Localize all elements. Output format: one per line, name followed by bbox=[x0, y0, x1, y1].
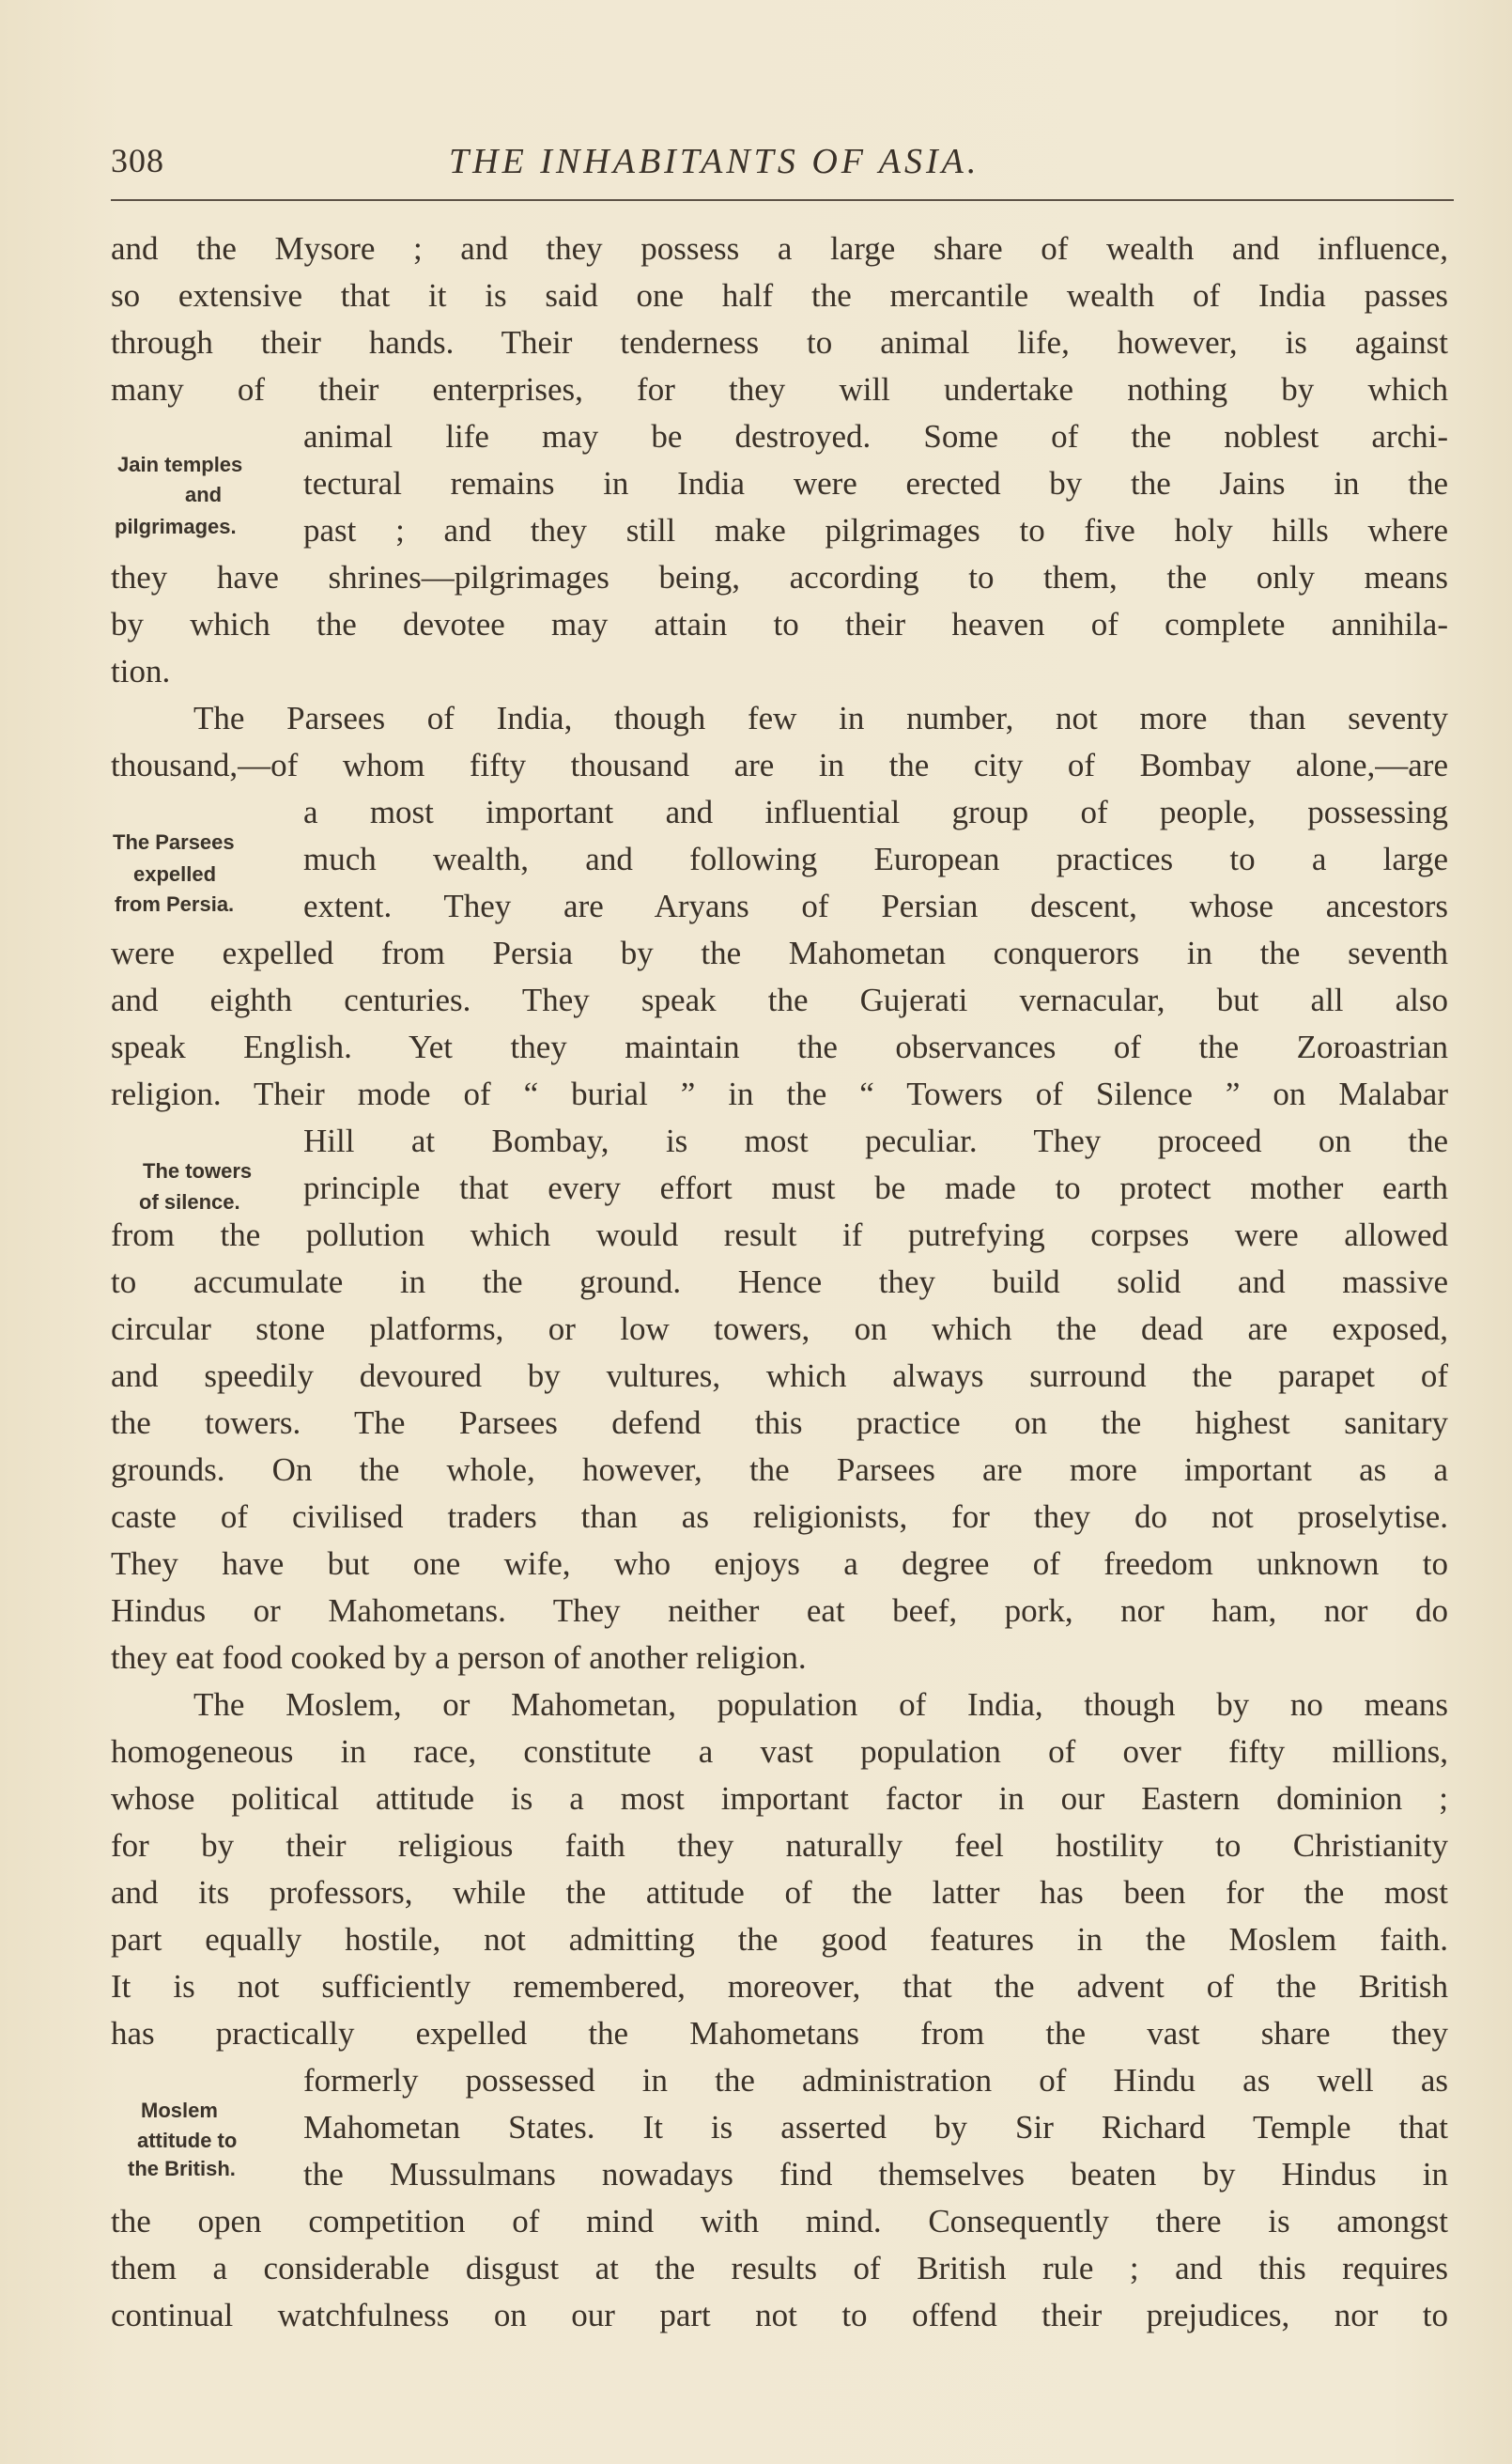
text-line: they have shrines—pilgrimages being, according to them, the only means bbox=[111, 559, 1448, 596]
text-line: by which the devotee may attain to their heaven of complete annihila- bbox=[111, 606, 1448, 643]
sidenote-parsees-expelled: The Parsees bbox=[113, 830, 235, 854]
text-line: the open competition of mind with mind. Consequently there is amongst bbox=[111, 2203, 1448, 2239]
text-line: animal life may be destroyed. Some of the noblest archi- bbox=[303, 418, 1448, 455]
page-number: 308 bbox=[111, 142, 164, 179]
text-line: were expelled from Persia by the Mahometan conquerors in the seventh bbox=[111, 935, 1448, 971]
text-line: formerly possessed in the administration of Hindu as well as bbox=[303, 2062, 1448, 2099]
text-line: religion. Their mode of “ burial ” in the “ Towers of Silence ” on Malabar bbox=[111, 1076, 1448, 1112]
text-line: them a considerable disgust at the results of British rule ; and this requires bbox=[111, 2250, 1448, 2286]
text-line: a most important and influential group of people, possessing bbox=[303, 794, 1448, 830]
sidenote-towers-of-silence: The towers bbox=[143, 1159, 253, 1183]
text-line: Hill at Bombay, is most peculiar. They proceed on the bbox=[303, 1123, 1448, 1159]
sidenote-parsees-expelled: expelled bbox=[133, 862, 217, 886]
text-line: The Moslem, or Mahometan, population of India, though by no means bbox=[193, 1686, 1448, 1723]
sidenote-jain-temples: and bbox=[185, 483, 223, 506]
text-line: homogeneous in race, constitute a vast population of over fifty millions, bbox=[111, 1733, 1448, 1770]
sidenote-towers-of-silence: of silence. bbox=[139, 1190, 240, 1214]
text-line: many of their enterprises, for they will undertake nothing by which bbox=[111, 371, 1448, 408]
sidenote-jain-temples: Jain temples bbox=[117, 453, 243, 476]
text-line: the towers. The Parsees defend this practice on the highest sanitary bbox=[111, 1404, 1448, 1441]
sidenote-moslem-attitude: Moslem bbox=[141, 2099, 218, 2122]
text-line: much wealth, and following European practices to a large bbox=[303, 841, 1448, 877]
text-line: thousand,—of whom fifty thousand are in the city of Bombay alone,—are bbox=[111, 747, 1448, 783]
sidenote-parsees-expelled: from Persia. bbox=[115, 892, 235, 916]
text-line: from the pollution which would result if putrefying corpses were allowed bbox=[111, 1217, 1448, 1253]
text-line: Hindus or Mahometans. They neither eat beef, pork, nor ham, nor do bbox=[111, 1592, 1448, 1629]
text-line: and its professors, while the attitude of the latter has been for the most bbox=[111, 1874, 1448, 1911]
text-line: speak English. Yet they maintain the observances of the Zoroastrian bbox=[111, 1029, 1448, 1065]
running-title: THE INHABITANTS OF ASIA. bbox=[449, 142, 980, 181]
sidenote-moslem-attitude: the British. bbox=[128, 2157, 236, 2180]
text-line: the Mussulmans nowadays find themselves beaten by Hindus in bbox=[303, 2156, 1448, 2193]
text-line: caste of civilised traders than as religionists, for they do not proselytise. bbox=[111, 1498, 1448, 1535]
text-line: The Parsees of India, though few in number, not more than seventy bbox=[193, 700, 1448, 736]
sidenote-moslem-attitude: attitude to bbox=[137, 2129, 238, 2152]
text-line: tectural remains in India were erected by the Jains in the bbox=[303, 465, 1448, 502]
text-line: grounds. On the whole, however, the Parsees are more important as a bbox=[111, 1451, 1448, 1488]
text-line: They have but one wife, who enjoys a degree of freedom unknown to bbox=[111, 1545, 1448, 1582]
text-line: has practically expelled the Mahometans from the vast share they bbox=[111, 2015, 1448, 2052]
text-line: through their hands. Their tenderness to animal life, however, is against bbox=[111, 324, 1448, 361]
text-line: past ; and they still make pilgrimages to five holy hills where bbox=[303, 512, 1448, 549]
header-rule bbox=[111, 199, 1454, 201]
text-line: It is not sufficiently remembered, moreover, that the advent of the British bbox=[111, 1968, 1448, 2005]
text-line: whose political attitude is a most important factor in our Eastern dominion ; bbox=[111, 1780, 1448, 1817]
page-header bbox=[111, 141, 1454, 188]
text-line: extent. They are Aryans of Persian descent, whose ancestors bbox=[303, 888, 1448, 924]
text-line: they eat food cooked by a person of another religion. bbox=[111, 1639, 807, 1676]
text-line: continual watchfulness on our part not to offend their prejudices, nor to bbox=[111, 2297, 1448, 2333]
text-line: and speedily devoured by vultures, which always surround the parapet of bbox=[111, 1357, 1448, 1394]
text-line: so extensive that it is said one half the mercantile wealth of India passes bbox=[111, 277, 1448, 314]
text-line: and the Mysore ; and they possess a large share of wealth and influence, bbox=[111, 230, 1448, 267]
text-line: for by their religious faith they naturally feel hostility to Christianity bbox=[111, 1827, 1448, 1864]
text-line: circular stone platforms, or low towers, on which the dead are exposed, bbox=[111, 1310, 1448, 1347]
text-line: and eighth centuries. They speak the Gujerati vernacular, but all also bbox=[111, 982, 1448, 1018]
text-line: Mahometan States. It is asserted by Sir Richard Temple that bbox=[303, 2109, 1448, 2146]
text-line: part equally hostile, not admitting the good features in the Moslem faith. bbox=[111, 1921, 1448, 1958]
text-line: tion. bbox=[111, 653, 171, 690]
sidenote-jain-temples: pilgrimages. bbox=[115, 515, 237, 538]
text-line: principle that every effort must be made to protect mother earth bbox=[303, 1170, 1448, 1206]
text-line: to accumulate in the ground. Hence they build solid and massive bbox=[111, 1263, 1448, 1300]
